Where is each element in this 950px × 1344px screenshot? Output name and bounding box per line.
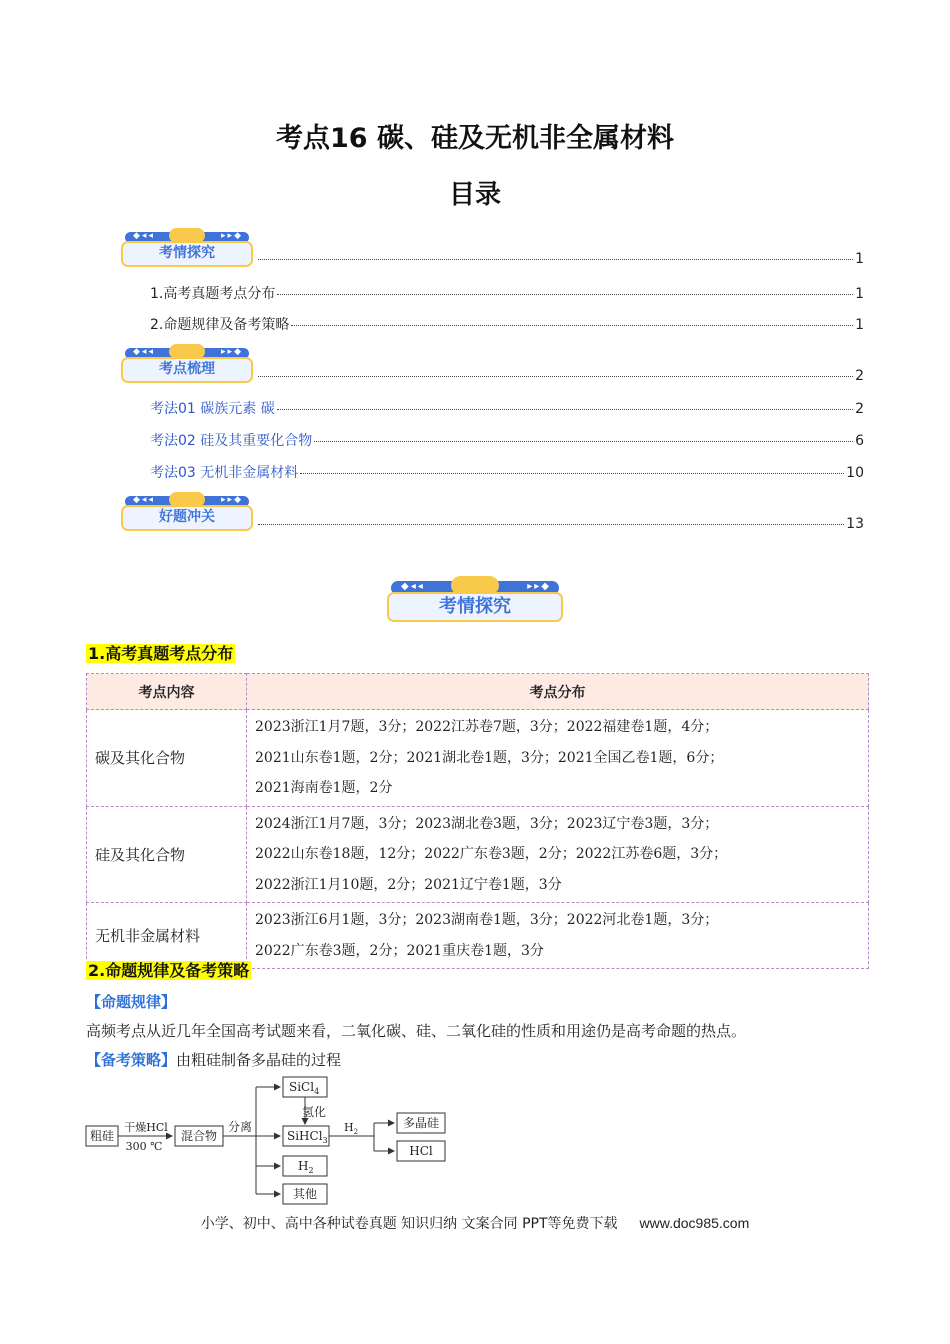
- toc-entry-sort[interactable]: [256, 368, 864, 384]
- toc-entry-practice[interactable]: [256, 516, 864, 532]
- sihcl3-label: SiHCl$_3$: [287, 1129, 328, 1145]
- distribution-line: 2022山东卷18题，12分；2022广东卷3题，2分；2022江苏卷6题，3分；: [255, 846, 728, 862]
- raw-silicon-label: 粗硅: [89, 1129, 115, 1143]
- arrow-right-icon: ▸▸◆: [221, 495, 243, 505]
- badge-label: 考点梳理: [121, 357, 253, 383]
- strategy-line: [86, 1049, 341, 1070]
- topic-cell: 碳及其化合物: [87, 710, 247, 807]
- distribution-line: 2023浙江6月1题，3分；2023湖南卷1题，3分；2022河北卷1题，3分；: [255, 912, 719, 928]
- toc-page: 2: [855, 368, 864, 384]
- distribution-line: 2021山东卷1题，2分；2021湖北卷1题，3分；2021全国乙卷1题，6分；: [255, 749, 724, 766]
- toc-entry-text: 1.高考真题考点分布: [150, 286, 276, 302]
- arrow-right-icon: ▸▸◆: [527, 581, 551, 592]
- hcl-label: HCl: [409, 1144, 433, 1158]
- toc-entry-method-01[interactable]: [150, 398, 864, 418]
- toc-leader: [258, 376, 853, 377]
- toc-entry-method-02[interactable]: [150, 430, 864, 450]
- distribution-line: 2022广东卷3题，2分；2021重庆卷1题，3分: [255, 942, 544, 959]
- toc-entry-explore[interactable]: [256, 251, 864, 267]
- toc-entry-text: 2.命题规律及备考策略: [150, 317, 290, 333]
- toc-entry-text: 考法01 碳族元素 碳: [150, 401, 275, 417]
- distribution-cell: [247, 806, 869, 903]
- rule-label: 【命题规律】: [86, 993, 177, 1011]
- topic-cell: 硅及其化合物: [87, 806, 247, 903]
- toc-entry-text: 考法02 硅及其重要化合物: [150, 433, 313, 449]
- column-header-distribution: 考点分布: [247, 674, 869, 710]
- arrow-right-icon: ▸▸◆: [221, 231, 243, 241]
- table-row: [87, 710, 869, 807]
- badge-explore[interactable]: [121, 228, 253, 266]
- condition-top: 干燥HCl: [124, 1121, 168, 1134]
- distribution-cell: [247, 710, 869, 807]
- h2-arrow-label: $H_2$: [344, 1121, 359, 1136]
- toc-page: 13: [846, 516, 864, 532]
- distribution-cell: [247, 903, 869, 969]
- distribution-line: 2022浙江1月10题，2分；2021辽宁卷1题，3分: [255, 876, 562, 893]
- table-header-row: [87, 674, 869, 710]
- arrow-left-icon: ◆◂◂: [133, 495, 155, 505]
- page-footer: [0, 1213, 950, 1233]
- rule-text: 高频考点从近几年全国高考试题来看，二氧化碳、硅、二氧化硅的性质和用途仍是高考命题的热点。: [86, 1022, 747, 1040]
- distribution-line: 2023浙江1月7题，3分；2022江苏卷7题，3分；2022福建卷1题，4分；: [255, 719, 719, 735]
- h2-label: $H_2$: [298, 1159, 314, 1175]
- arrow-right-icon: ▸▸◆: [221, 347, 243, 357]
- badge-label: 好题冲关: [121, 505, 253, 531]
- toc-entry-distribution[interactable]: [150, 283, 864, 303]
- section1-heading: [86, 641, 235, 664]
- toc-leader: [314, 441, 853, 442]
- hydro-label: 氢化: [302, 1105, 327, 1119]
- toc-leader: [291, 325, 853, 326]
- distribution-table: [86, 673, 869, 969]
- toc-page: 10: [846, 465, 864, 481]
- arrow-left-icon: ◆◂◂: [133, 347, 155, 357]
- toc-leader: [258, 524, 844, 525]
- section1-heading-text: 1.高考真题考点分布: [88, 644, 234, 663]
- toc-leader: [277, 294, 853, 295]
- distribution-line: 2021海南卷1题，2分: [255, 780, 393, 796]
- condition-bottom: 300 ℃: [125, 1140, 163, 1153]
- toc-page: 1: [855, 251, 864, 267]
- toc-entry-text: 考法03 无机非金属材料: [150, 465, 299, 481]
- topic-cell: 无机非金属材料: [87, 903, 247, 969]
- badge-sort[interactable]: [121, 344, 253, 382]
- toc-leader: [300, 473, 844, 474]
- toc-leader: [258, 259, 853, 260]
- toc-title: 目录: [448, 180, 501, 210]
- mixture-label: 混合物: [180, 1129, 218, 1143]
- arrow-left-icon: ◆◂◂: [401, 581, 425, 592]
- footer-text: 小学、初中、高中各种试卷真题 知识归纳 文案合同 PPT等免费下载: [200, 1216, 618, 1232]
- separate-label: 分离: [227, 1120, 253, 1134]
- toc-page: 1: [855, 317, 864, 333]
- table-row: [87, 806, 869, 903]
- toc-entry-strategy[interactable]: [150, 314, 864, 334]
- section-badge-explore: [387, 576, 563, 622]
- footer-url[interactable]: www.doc985.com: [639, 1215, 750, 1231]
- other-label: 其他: [292, 1187, 318, 1201]
- distribution-line: 2024浙江1月7题，3分；2023湖北卷3题，3分；2023辽宁卷3题，3分；: [255, 815, 719, 832]
- strategy-text: 由粗硅制备多晶硅的过程: [176, 1051, 342, 1069]
- toc-page: 6: [855, 433, 864, 449]
- page-title: 考点16 碳、硅及无机非全属材料: [276, 123, 674, 154]
- toc-entry-method-03[interactable]: [150, 462, 864, 482]
- toc-page: 2: [855, 401, 864, 417]
- badge-label: 考情探究: [387, 592, 563, 622]
- arrow-left-icon: ◆◂◂: [133, 231, 155, 241]
- toc-leader: [277, 409, 853, 410]
- process-flow-diagram: [84, 1072, 464, 1210]
- toc-page: 1: [855, 286, 864, 302]
- sicl4-label: SiCl$_4$: [289, 1080, 320, 1096]
- column-header-topic: 考点内容: [87, 674, 247, 710]
- badge-label: 考情探究: [121, 241, 253, 267]
- badge-practice[interactable]: [121, 492, 253, 530]
- strategy-label: 【备考策略】: [86, 1051, 177, 1069]
- section2-heading: [86, 958, 251, 981]
- distribution-table-wrap: [86, 673, 869, 969]
- section2-heading-text: 2.命题规律及备考策略: [88, 961, 250, 980]
- poly-label: 多晶硅: [402, 1116, 440, 1130]
